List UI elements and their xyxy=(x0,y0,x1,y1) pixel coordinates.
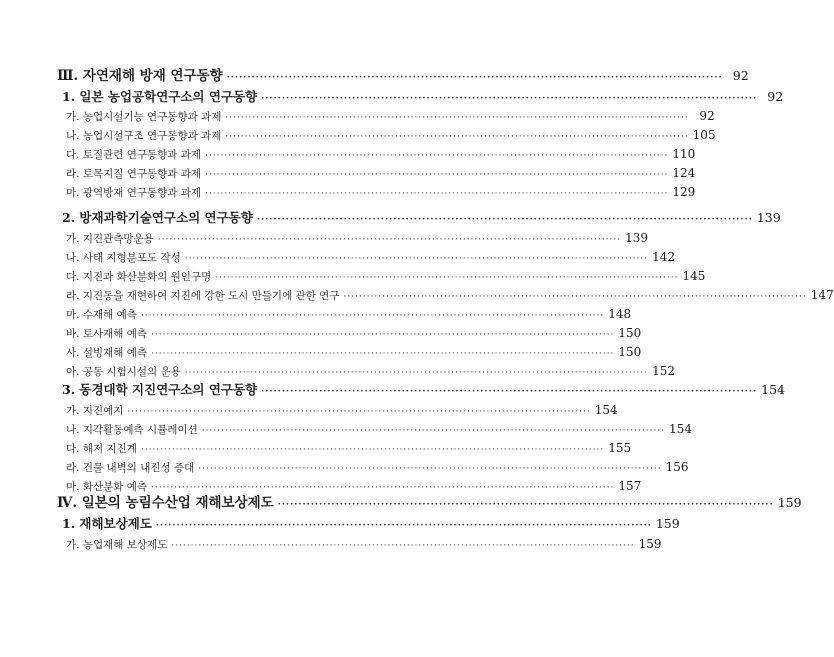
toc-entry-title: 1. 재해보상제도 xyxy=(62,516,152,531)
toc-entry[interactable] xyxy=(66,345,642,359)
toc-page-number: 150 xyxy=(618,345,642,359)
toc-leader-dots: ························································································································ xyxy=(140,311,605,321)
toc-entry[interactable] xyxy=(66,288,834,302)
toc-leader-dots: ························································································································ xyxy=(225,113,689,123)
toc-entry-title: 다. 지진과 화산분화의 원인구명 xyxy=(66,271,212,283)
toc-leader-dots: ························································································································ xyxy=(184,254,649,264)
toc-leader-dots: ························································································································ xyxy=(277,500,774,510)
toc-entry[interactable] xyxy=(66,147,696,161)
toc-page-number: 157 xyxy=(618,479,642,493)
toc-leader-dots: ························································································································ xyxy=(343,292,807,302)
toc-entry[interactable] xyxy=(66,441,632,455)
toc-page-number: 155 xyxy=(608,441,632,455)
toc-entry-title: 마. 수재해 예측 xyxy=(66,309,137,321)
toc-entry[interactable] xyxy=(66,128,716,142)
toc-entry[interactable] xyxy=(66,250,675,264)
toc-entry[interactable] xyxy=(66,537,662,551)
toc-entry-title: 다. 해저 지진계 xyxy=(66,443,137,455)
toc-entry-title: 3. 동경대학 지진연구소의 연구동향 xyxy=(62,382,258,397)
toc-entry-title: 라. 토목지질 연구동향과 과제 xyxy=(66,168,202,180)
toc-entry[interactable] xyxy=(66,326,642,340)
toc-entry[interactable] xyxy=(66,231,649,245)
toc-entry-title: 아. 공동 시험시설의 운용 xyxy=(66,366,181,378)
toc-page-number: 139 xyxy=(756,210,781,225)
toc-entry[interactable] xyxy=(66,403,618,417)
toc-page-number: 145 xyxy=(682,269,706,283)
toc-page-number: 92 xyxy=(699,109,715,123)
toc-entry[interactable] xyxy=(66,185,696,199)
toc-page-number: 147 xyxy=(810,288,834,302)
toc-leader-dots: ························································································································ xyxy=(256,215,753,225)
toc-entry-title: 가. 농업재해 보상제도 xyxy=(66,539,168,551)
toc-page-number: 142 xyxy=(652,250,675,264)
toc-entry-title: 바. 토사재해 예측 xyxy=(66,328,148,340)
toc-entry[interactable] xyxy=(66,364,675,378)
toc-page-number: 148 xyxy=(608,307,632,321)
toc-page-number: 92 xyxy=(732,68,749,83)
toc-leader-dots: ························································································································ xyxy=(151,483,615,493)
toc-entry-title: 1. 일본 농업공학연구소의 연구동향 xyxy=(62,89,258,104)
toc-entry-title: Ⅳ. 일본의 농림수산업 재해보상제도 xyxy=(57,495,274,511)
toc-leader-dots: ························································································································ xyxy=(140,445,605,455)
toc-page-number: 154 xyxy=(594,403,618,417)
toc-leader-dots: ························································································································ xyxy=(184,368,649,378)
toc-entry[interactable] xyxy=(62,210,781,225)
toc-entry-title: 2. 방재과학기술연구소의 연구동향 xyxy=(62,210,253,225)
toc-page-number: 139 xyxy=(625,231,649,245)
toc-entry-title: Ⅲ. 자연재해 방재 연구동향 xyxy=(57,68,223,84)
toc-entry-title: 사. 설빙재해 예측 xyxy=(66,347,148,359)
toc-entry[interactable] xyxy=(66,460,689,474)
toc-entry[interactable] xyxy=(66,166,696,180)
toc-page-number: 110 xyxy=(672,147,696,161)
toc-page-number: 154 xyxy=(669,422,692,436)
toc-leader-dots: ························································································································ xyxy=(261,387,758,397)
toc-leader-dots: ························································································································ xyxy=(171,541,635,551)
toc-entry[interactable] xyxy=(66,479,642,493)
toc-entry[interactable] xyxy=(66,422,692,436)
toc-leader-dots: ························································································································ xyxy=(261,94,758,104)
toc-leader-dots: ························································································································ xyxy=(127,407,591,417)
toc-entry-title: 다. 토질관련 연구동향과 과제 xyxy=(66,149,202,161)
toc-entry-title: 가. 지진예지 xyxy=(66,405,124,417)
toc-leader-dots: ························································································································ xyxy=(215,273,679,283)
toc-entry[interactable] xyxy=(57,495,802,511)
toc-page-number: 159 xyxy=(638,537,662,551)
toc-entry-title: 나. 농업시설구조 연구동향과 과제 xyxy=(66,130,222,142)
toc-entry[interactable] xyxy=(66,269,706,283)
toc-leader-dots: ························································································································ xyxy=(205,189,669,199)
toc-entry-title: 라. 지진동을 재현하여 지진에 강한 도시 만들기에 관한 연구 xyxy=(66,290,340,302)
toc-entry-title: 나. 지각활동예측 시뮬레이션 xyxy=(66,424,198,436)
toc-entry-title: 마. 화산분화 예측 xyxy=(66,481,148,493)
toc-leader-dots: ························································································································ xyxy=(226,73,723,83)
toc-entry-title: 라. 건물 내벽의 내진성 증대 xyxy=(66,462,195,474)
toc-page-number: 152 xyxy=(652,364,675,378)
toc-entry[interactable] xyxy=(62,382,786,397)
toc-leader-dots: ························································································································ xyxy=(151,330,615,340)
toc-leader-dots: ························································································································ xyxy=(155,521,652,531)
toc-page-number: 150 xyxy=(618,326,642,340)
toc-entry-title: 가. 농업시설기능 연구동향과 과제 xyxy=(66,111,222,123)
toc-leader-dots: ························································································································ xyxy=(201,426,666,436)
toc-entry[interactable] xyxy=(66,109,715,123)
toc-leader-dots: ························································································································ xyxy=(157,235,622,245)
toc-entry-title: 가. 지진관측망운용 xyxy=(66,233,154,245)
toc-entry-title: 나. 사태 지형분포도 작성 xyxy=(66,252,181,264)
toc-leader-dots: ························································································································ xyxy=(151,349,615,359)
toc-entry[interactable] xyxy=(62,89,784,104)
toc-page-number: 92 xyxy=(767,89,784,104)
toc-page-number: 154 xyxy=(761,382,786,397)
toc-entry-title: 마. 광역방재 연구동향과 과제 xyxy=(66,187,202,199)
toc-entry[interactable] xyxy=(62,516,680,531)
toc-page-number: 159 xyxy=(777,495,802,510)
toc-leader-dots: ························································································································ xyxy=(205,151,669,161)
toc-leader-dots: ························································································································ xyxy=(205,170,669,180)
toc-page-number: 156 xyxy=(665,460,689,474)
toc-entry[interactable] xyxy=(66,307,632,321)
toc-leader-dots: ························································································································ xyxy=(198,464,662,474)
toc-entry[interactable] xyxy=(57,68,749,84)
toc-page-number: 129 xyxy=(672,185,696,199)
toc-page-number: 105 xyxy=(692,128,716,142)
toc-leader-dots: ························································································································ xyxy=(225,132,689,142)
toc-page-number: 124 xyxy=(672,166,696,180)
toc-page-number: 159 xyxy=(655,516,680,531)
